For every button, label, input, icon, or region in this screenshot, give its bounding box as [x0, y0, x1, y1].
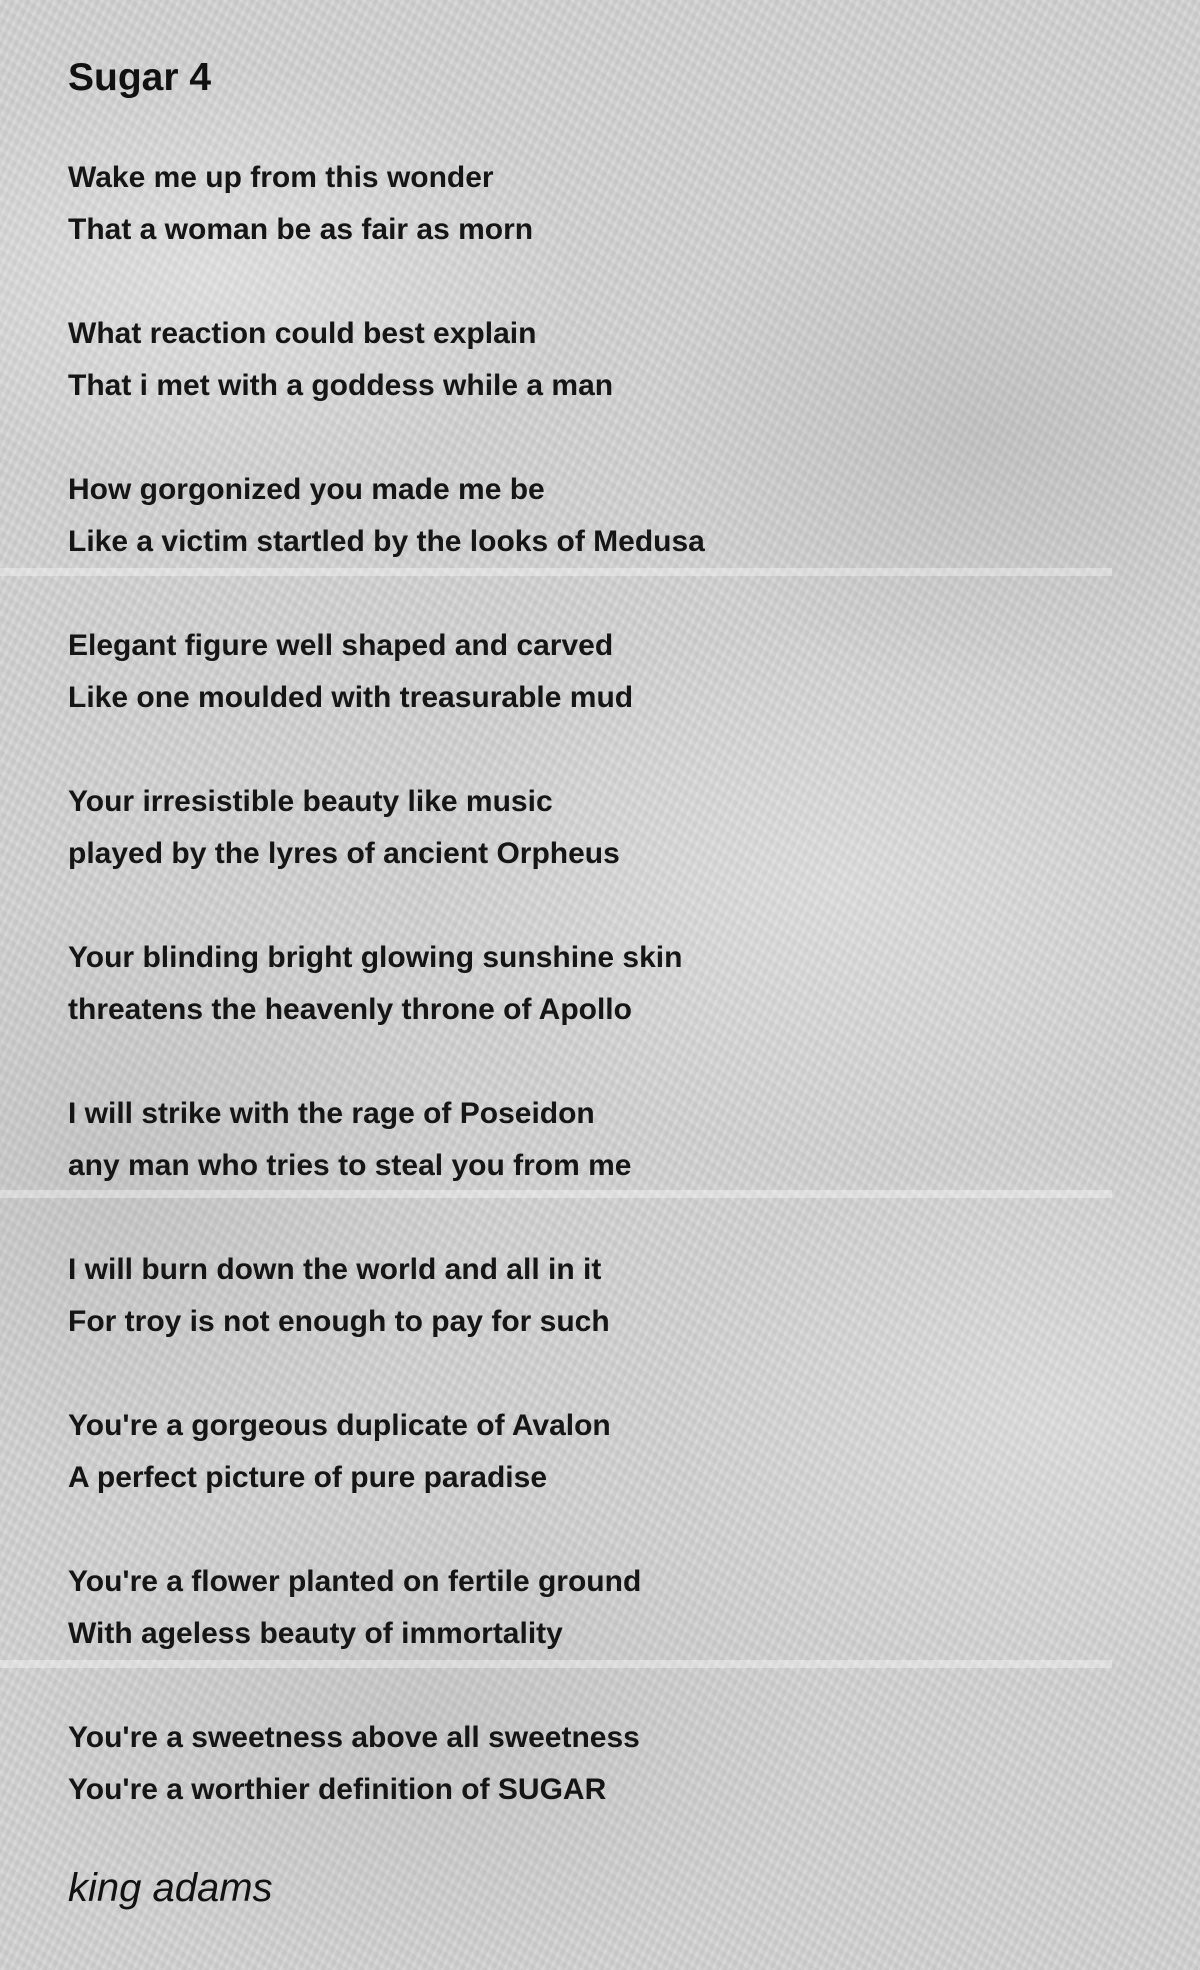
poem-line: Elegant figure well shaped and carved — [68, 629, 614, 662]
poem-line: You're a sweetness above all sweetness — [68, 1721, 640, 1754]
poem-line: For troy is not enough to pay for such — [68, 1305, 610, 1338]
poem-line: You're a flower planted on fertile ground — [68, 1565, 642, 1598]
poem-line: With ageless beauty of immortality — [68, 1617, 563, 1650]
poem-line: Your irresistible beauty like music — [68, 785, 553, 818]
poem-line: I will burn down the world and all in it — [68, 1253, 602, 1286]
stanza-11 — [68, 1712, 1128, 1816]
stanza-5 — [68, 776, 1128, 880]
stanza-2 — [68, 308, 1128, 412]
poem-line: What reaction could best explain — [68, 317, 537, 350]
poem-line: Wake me up from this wonder — [68, 161, 494, 194]
poem-title: Sugar 4 — [68, 56, 212, 99]
stanza-10 — [68, 1556, 1128, 1660]
poem-line: Like a victim startled by the looks of Medusa — [68, 525, 705, 558]
poem-line: That i met with a goddess while a man — [68, 369, 614, 402]
stanza-8 — [68, 1244, 1128, 1348]
stanza-1 — [68, 152, 1128, 256]
poem-author: king adams — [68, 1866, 273, 1910]
poem-line: Like one moulded with treasurable mud — [68, 681, 634, 714]
stanza-9 — [68, 1400, 1128, 1504]
poem-line: That a woman be as fair as morn — [68, 213, 534, 246]
poem-line: any man who tries to steal you from me — [68, 1149, 632, 1182]
poem-line: I will strike with the rage of Poseidon — [68, 1097, 595, 1130]
stanza-3 — [68, 464, 1128, 568]
poem-body — [68, 152, 1128, 1816]
poem-line: Your blinding bright glowing sunshine skin — [68, 941, 683, 974]
poem-line: A perfect picture of pure paradise — [68, 1461, 548, 1494]
poem-line: threatens the heavenly throne of Apollo — [68, 993, 632, 1026]
poem-line: How gorgonized you made me be — [68, 473, 545, 506]
stanza-6 — [68, 932, 1128, 1036]
stanza-4 — [68, 620, 1128, 724]
poem-line: You're a gorgeous duplicate of Avalon — [68, 1409, 611, 1442]
poem-line: played by the lyres of ancient Orpheus — [68, 837, 620, 870]
stanza-7 — [68, 1088, 1128, 1192]
poem-line: You're a worthier definition of SUGAR — [68, 1773, 607, 1806]
poem-container — [68, 50, 1128, 1868]
